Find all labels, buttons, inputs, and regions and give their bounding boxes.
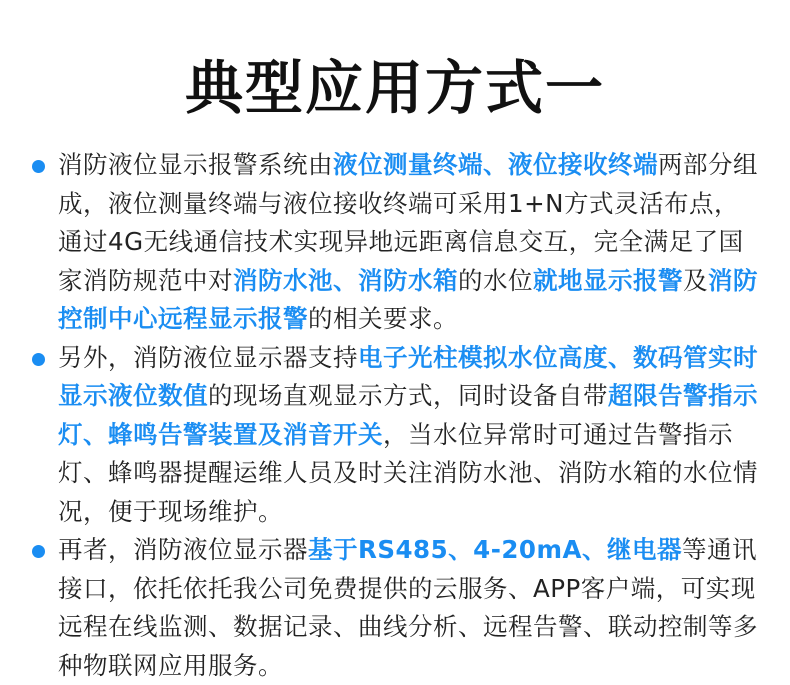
highlight-text: 就地显示报警 [533,265,683,295]
bullet-item [30,146,760,339]
highlight-text: 超限告警指示灯、蜂鸣告警装置及消音开关 [58,381,758,449]
bullet-dot-icon [32,353,45,366]
text-segment: 消防液位显示报警系统由 [58,150,333,179]
text-segment: 的相关要求。 [308,304,458,333]
text-segment: 的现场直观显示方式，同时设备自带 [208,381,608,410]
highlight-text: 消防控制中心远程显示报警 [58,265,758,333]
text-segment: 的水位 [458,265,533,295]
highlight-text: 消防水池、消防水箱 [233,265,458,295]
text-segment: 两部分组成，液位测量终端与液位接收终端可采用1+N方式灵活布点，通过4G无线通信技术实现异地远距离信息交互，完全满足了国家消防规范中对 [58,150,758,295]
bullet-dot-icon [32,160,45,173]
page-title: 典型应用方式一 [184,54,605,122]
text-segment: 及 [683,265,708,295]
highlight-text: 电子光柱模拟水位高度、数码管实时显示液位数值 [58,342,758,410]
bullet-item [30,339,760,532]
bullet-item [30,531,760,685]
text-segment: 另外，消防液位显示器支持 [58,342,358,372]
text-segment: 等通讯接口，依托依托我公司免费提供的云服务、APP客户端，可实现远程在线监测、数据记录、曲线分析、远程告警、联动控制等多种物联网应用服务。 [58,535,758,680]
text-segment: 再者，消防液位显示器 [58,535,308,564]
bullet-list [30,146,760,685]
text-segment: ，当水位异常时可通过告警指示灯、蜂鸣器提醒运维人员及时关注消防水池、消防水箱的水位情况，便于现场维护。 [58,419,758,526]
highlight-text: 基于RS485、4-20mA、继电器 [308,535,682,564]
highlight-text: 液位测量终端、液位接收终端 [333,150,658,179]
bullet-dot-icon [32,545,45,558]
